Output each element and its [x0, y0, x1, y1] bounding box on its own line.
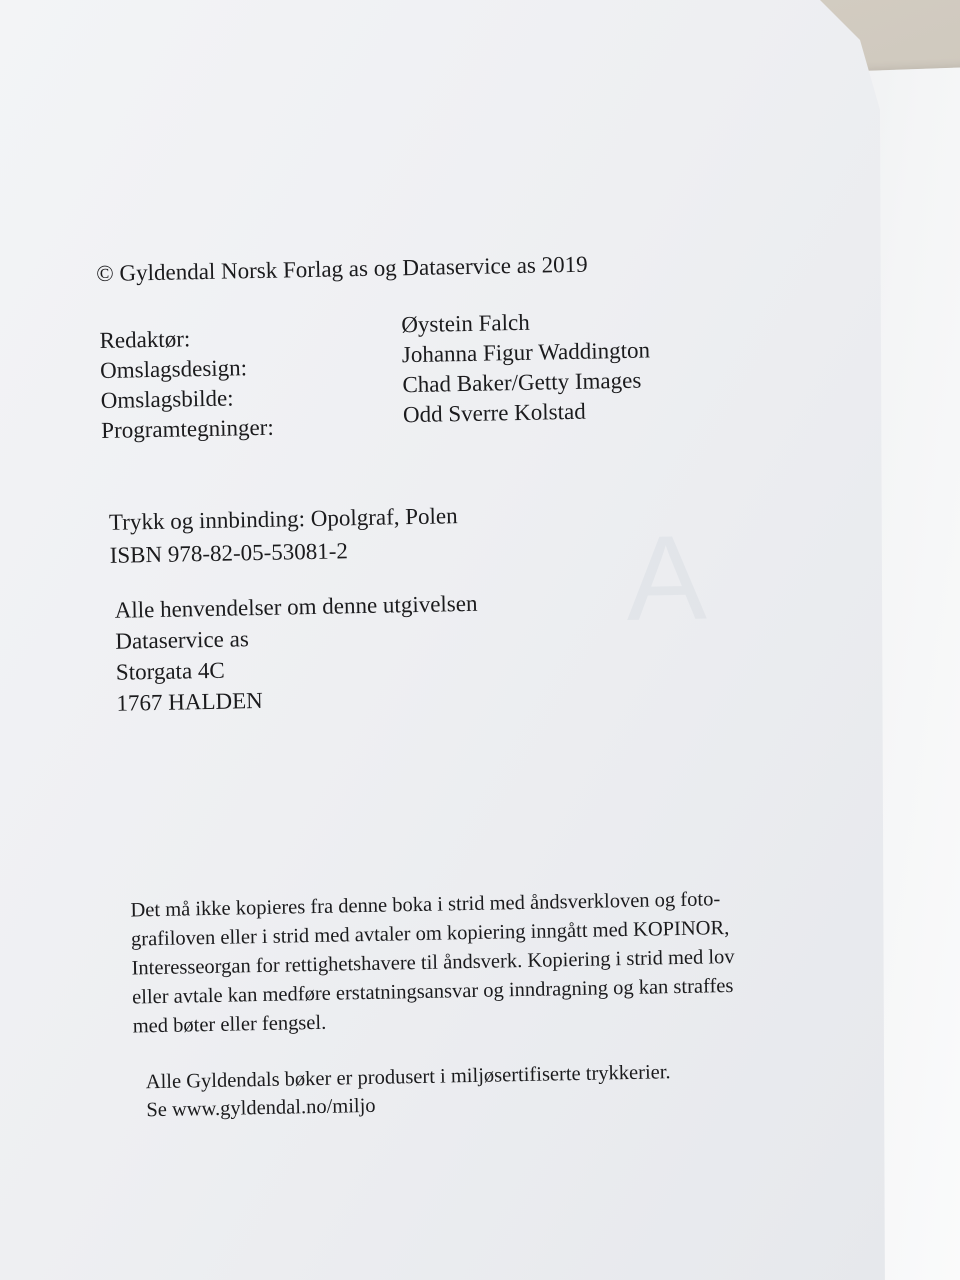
print-line: Trykk og innbinding: Opolgraf, Polen — [108, 503, 458, 535]
contact-company: Dataservice as — [115, 626, 249, 654]
legal-line: grafiloven eller i strid med avtaler om kopiering inngått med KOPINOR, — [130, 917, 730, 951]
credit-role: Omslagsbilde: — [100, 385, 234, 414]
environment-url: Se www.gyldendal.no/miljo — [146, 1094, 376, 1122]
credit-role: Programtegninger: — [101, 414, 274, 444]
credit-role: Redaktør: — [99, 326, 191, 354]
credits-list — [99, 309, 651, 448]
environment-notice — [146, 1061, 672, 1127]
copyright-legal-notice — [130, 885, 873, 1044]
legal-line: med bøter eller fengsel. — [132, 1011, 327, 1038]
credit-name: Øystein Falch — [401, 309, 530, 338]
contact-street: Storgata 4C — [115, 657, 225, 685]
legal-line: Det må ikke kopieres fra denne boka i strid med åndsverkloven og foto- — [130, 888, 721, 922]
printing-info — [109, 503, 459, 576]
credit-row — [99, 309, 530, 358]
contact-city: 1767 HALDEN — [116, 687, 264, 716]
credit-name: Johanna Figur Waddington — [401, 337, 651, 368]
environment-line: Alle Gyldendals bøker er produsert i miljøsertifiserte trykkerier. — [145, 1061, 671, 1094]
contact-intro: Alle henvendelser om denne utgivelsen — [114, 590, 478, 623]
credit-name: Chad Baker/Getty Images — [402, 367, 642, 398]
credit-name: Odd Sverre Kolstad — [402, 398, 586, 428]
credit-role: Omslagsdesign: — [99, 355, 248, 384]
isbn: ISBN 978-82-05-53081-2 — [109, 538, 349, 568]
contact-address — [114, 591, 479, 722]
legal-line: Interesseorgan for rettighetshavere til åndsverk. Kopiering i strid med lov — [131, 945, 735, 980]
legal-line: eller avtale kan medføre erstatningsansvar og inndragning og kan straffes — [131, 974, 734, 1009]
copyright-notice: © Gyldendal Norsk Forlag as og Dataservice as 2019 — [96, 251, 588, 287]
show-through-watermark: A — [624, 510, 708, 646]
